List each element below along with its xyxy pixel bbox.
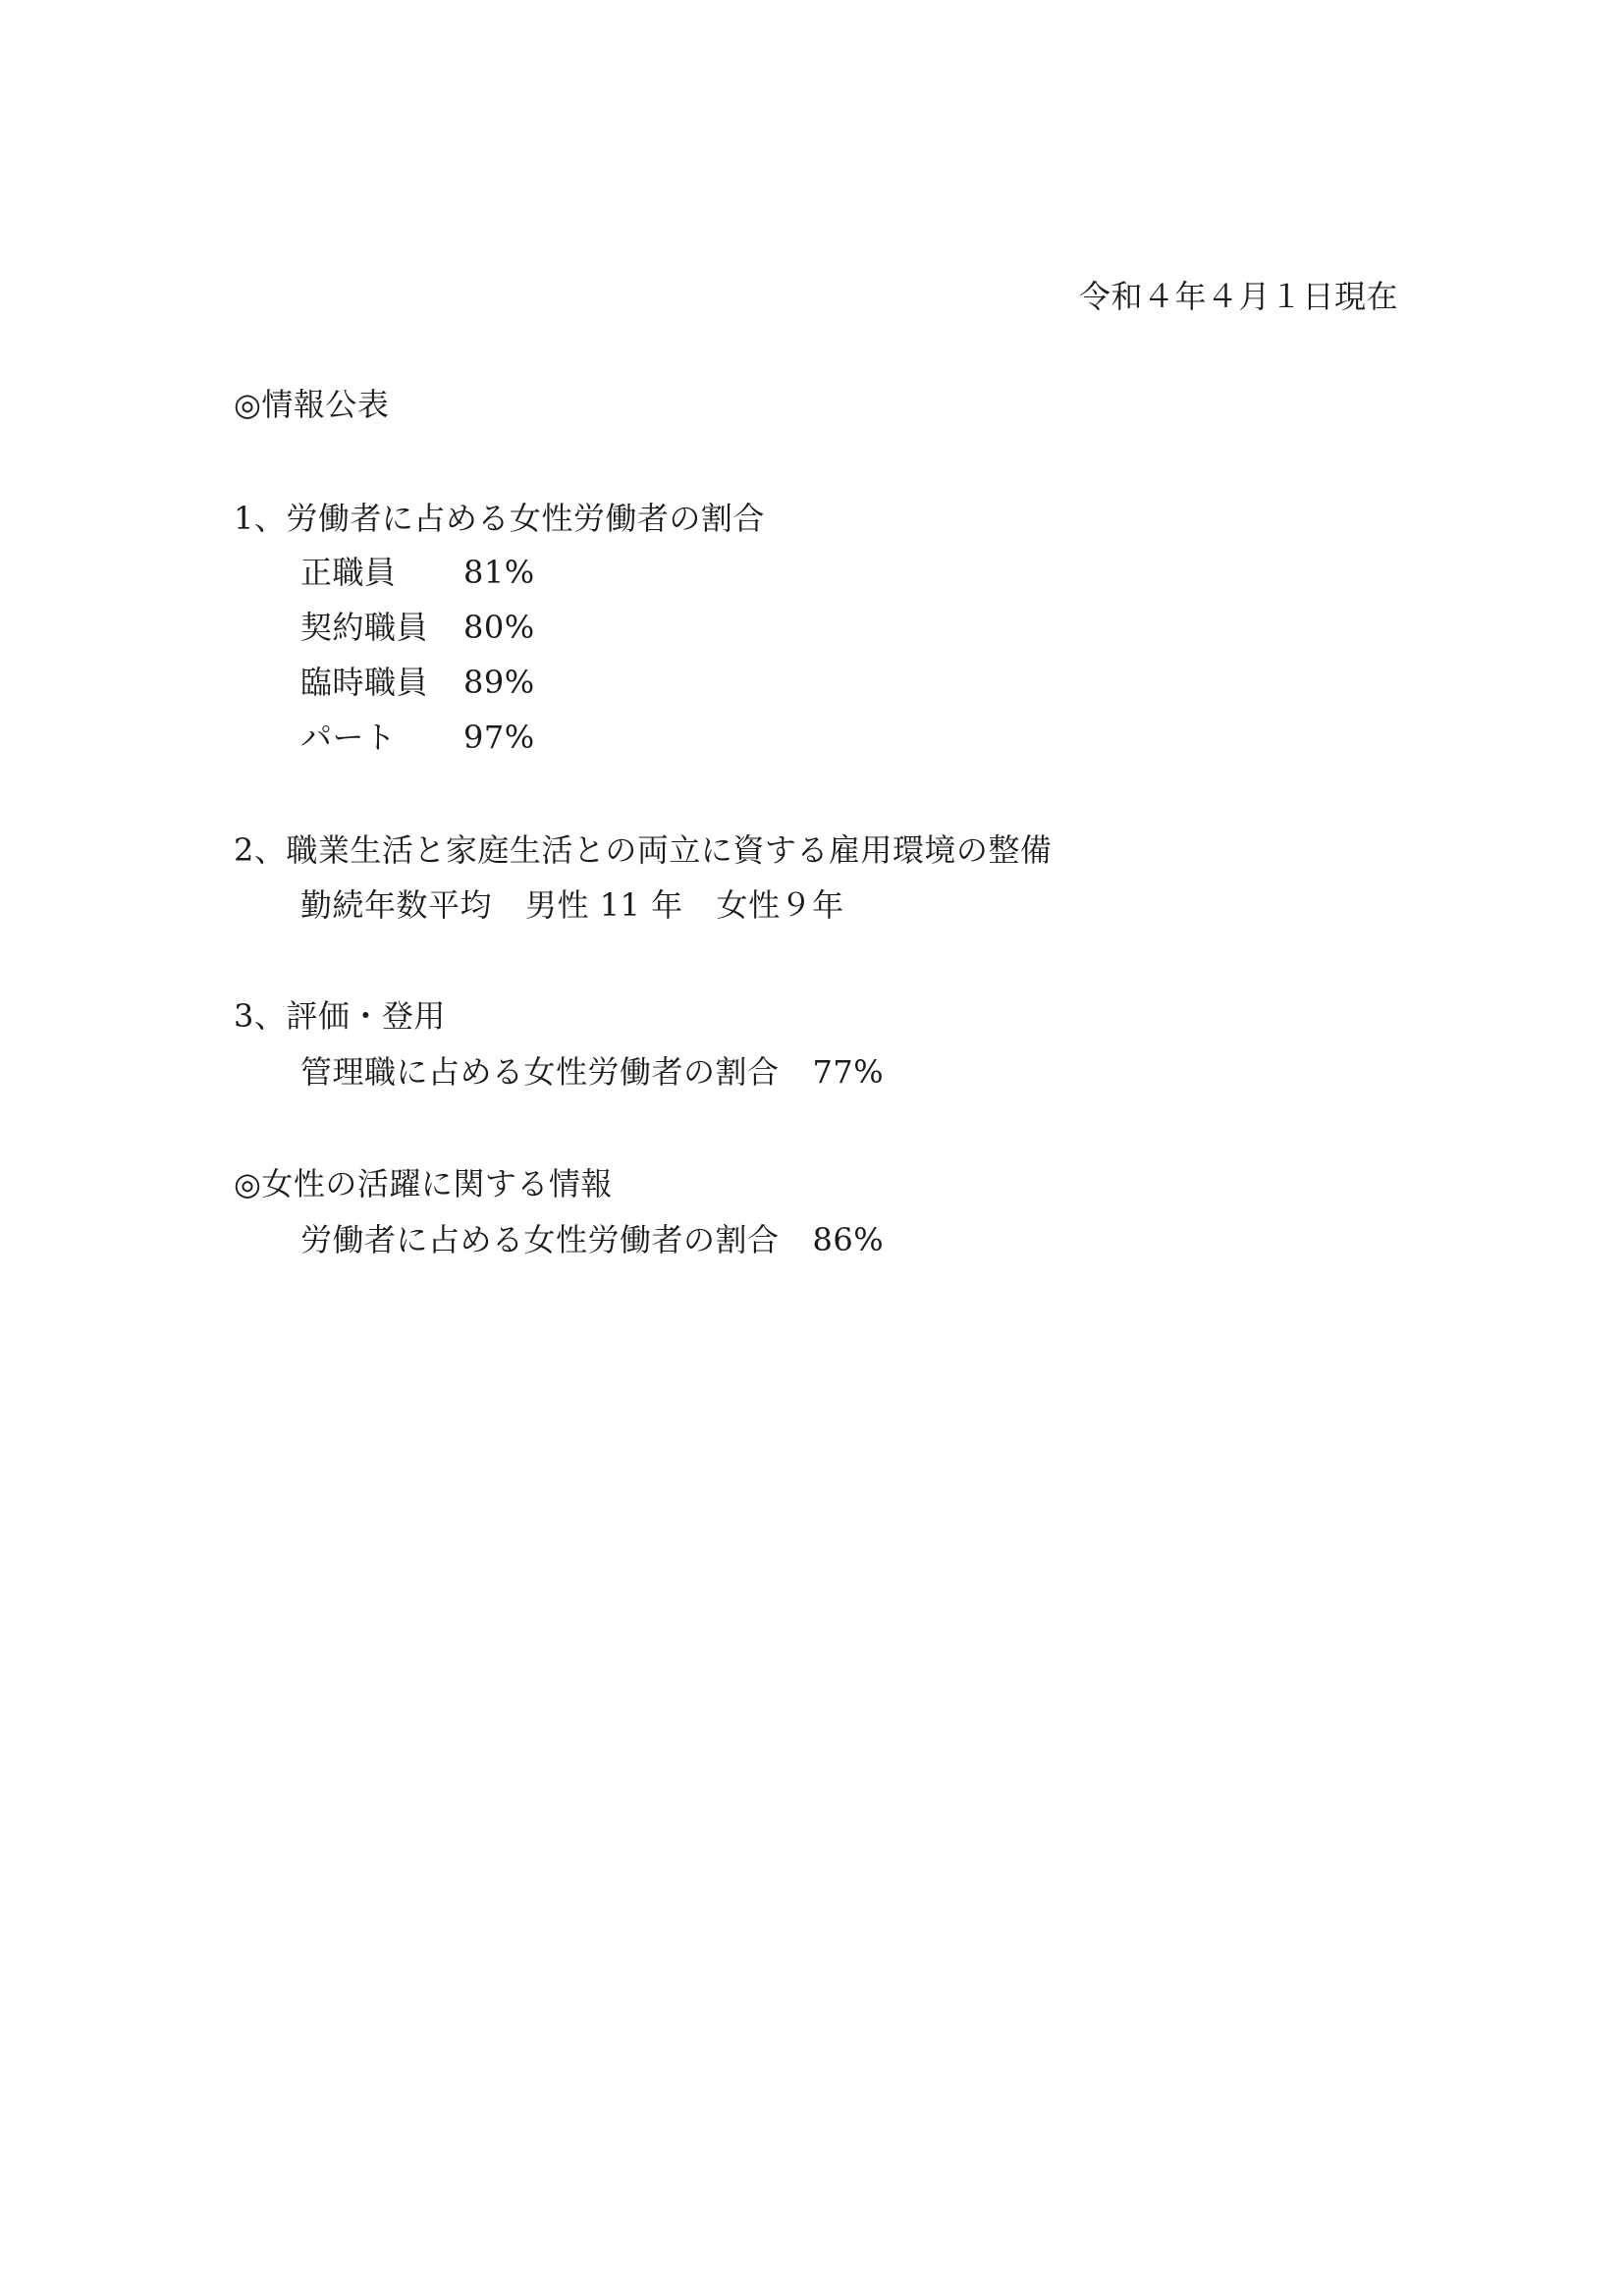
tenure-male: 男性 11 年 bbox=[525, 886, 683, 924]
section-1-row bbox=[300, 553, 535, 592]
row-value: 81% bbox=[463, 554, 535, 591]
section-1-row bbox=[300, 718, 535, 757]
section-1-title: 1、労働者に占める女性労働者の割合 bbox=[234, 500, 765, 537]
row-label: 契約職員 bbox=[300, 609, 429, 646]
section-1-row bbox=[300, 663, 535, 702]
section-1-row bbox=[300, 608, 535, 647]
manager-ratio-value: 77% bbox=[812, 1053, 885, 1091]
row-value: 97% bbox=[463, 719, 535, 756]
main-heading: ◎情報公表 bbox=[234, 386, 390, 423]
row-label: パート bbox=[300, 719, 397, 756]
row-label: 正職員 bbox=[300, 554, 397, 591]
date-stamp: 令和４年４月１日現在 bbox=[1078, 278, 1398, 315]
tenure-label: 勤続年数平均 bbox=[300, 886, 493, 924]
row-value: 80% bbox=[463, 609, 535, 646]
female-ratio-line bbox=[300, 1220, 884, 1259]
manager-ratio-line bbox=[300, 1052, 884, 1092]
manager-ratio-label: 管理職に占める女性労働者の割合 bbox=[300, 1053, 780, 1091]
row-label: 臨時職員 bbox=[300, 664, 429, 701]
section-4-title: ◎女性の活躍に関する情報 bbox=[234, 1165, 613, 1202]
section-2-title: 2、職業生活と家庭生活との両立に資する雇用環境の整備 bbox=[234, 831, 1053, 869]
tenure-female: 女性９年 bbox=[716, 886, 844, 924]
female-ratio-label: 労働者に占める女性労働者の割合 bbox=[300, 1221, 780, 1258]
tenure-line bbox=[300, 885, 844, 925]
female-ratio-value: 86% bbox=[812, 1221, 885, 1258]
row-value: 89% bbox=[463, 664, 535, 701]
section-3-title: 3、評価・登用 bbox=[234, 997, 446, 1035]
